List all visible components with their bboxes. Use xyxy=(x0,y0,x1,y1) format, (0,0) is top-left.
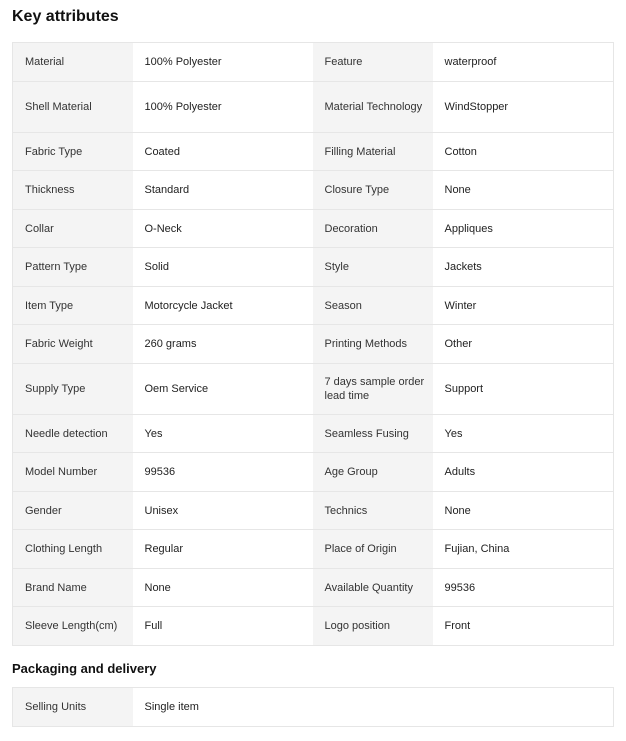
attribute-label: Season xyxy=(313,287,433,325)
attribute-value: Jackets xyxy=(433,248,614,287)
attribute-value: Coated xyxy=(133,133,313,171)
attribute-label: Shell Material xyxy=(13,82,133,133)
attribute-value: Cotton xyxy=(433,133,614,171)
attribute-label: Age Group xyxy=(313,453,433,492)
attribute-value: Front xyxy=(433,607,614,646)
attribute-label: Seamless Fusing xyxy=(313,415,433,453)
attribute-label: Selling Units xyxy=(13,688,133,727)
attribute-label: Model Number xyxy=(13,453,133,492)
attribute-value: Standard xyxy=(133,171,313,210)
key-attributes-title: Key attributes xyxy=(12,8,119,25)
attribute-value: Single item xyxy=(133,688,614,727)
attribute-value: Oem Service xyxy=(133,364,313,415)
attribute-label: Filling Material xyxy=(313,133,433,171)
attribute-row xyxy=(13,492,614,530)
attribute-value: Fujian, China xyxy=(433,530,614,569)
attribute-label: Fabric Weight xyxy=(13,325,133,364)
attribute-label: Brand Name xyxy=(13,569,133,607)
attribute-label: Supply Type xyxy=(13,364,133,415)
attribute-label: Clothing Length xyxy=(13,530,133,569)
attribute-value: Full xyxy=(133,607,313,646)
attribute-value: Unisex xyxy=(133,492,313,530)
attribute-row xyxy=(13,210,614,248)
attribute-value: Adults xyxy=(433,453,614,492)
attribute-value: Yes xyxy=(433,415,614,453)
attribute-label: Thickness xyxy=(13,171,133,210)
attribute-row xyxy=(13,530,614,569)
attribute-label: Closure Type xyxy=(313,171,433,210)
attribute-value: None xyxy=(133,569,313,607)
attribute-label: 7 days sample order lead time xyxy=(313,364,433,415)
attribute-value: 100% Polyester xyxy=(133,43,313,82)
attribute-value: Solid xyxy=(133,248,313,287)
attribute-row xyxy=(13,325,614,364)
attribute-label: Sleeve Length(cm) xyxy=(13,607,133,646)
attribute-value: None xyxy=(433,171,614,210)
attribute-value: Winter xyxy=(433,287,614,325)
attribute-value: 260 grams xyxy=(133,325,313,364)
attribute-value: 100% Polyester xyxy=(133,82,313,133)
attribute-value: Yes xyxy=(133,415,313,453)
key-attributes-table xyxy=(12,42,614,646)
attribute-value: Motorcycle Jacket xyxy=(133,287,313,325)
attribute-label: Printing Methods xyxy=(313,325,433,364)
attribute-label: Item Type xyxy=(13,287,133,325)
attribute-row xyxy=(13,364,614,415)
attribute-row xyxy=(13,248,614,287)
attribute-value: Appliques xyxy=(433,210,614,248)
attribute-label: Available Quantity xyxy=(313,569,433,607)
attribute-row xyxy=(13,82,614,133)
packaging-table xyxy=(12,687,614,727)
attribute-value: waterproof xyxy=(433,43,614,82)
attribute-value: O-Neck xyxy=(133,210,313,248)
attribute-value: Support xyxy=(433,364,614,415)
attribute-label: Place of Origin xyxy=(313,530,433,569)
attribute-label: Fabric Type xyxy=(13,133,133,171)
attribute-row xyxy=(13,171,614,210)
attribute-label: Pattern Type xyxy=(13,248,133,287)
attribute-row xyxy=(13,43,614,82)
attribute-label: Feature xyxy=(313,43,433,82)
attribute-row xyxy=(13,133,614,171)
attribute-row xyxy=(13,287,614,325)
attribute-row xyxy=(13,688,614,727)
attribute-value: None xyxy=(433,492,614,530)
attribute-value: Regular xyxy=(133,530,313,569)
attribute-label: Collar xyxy=(13,210,133,248)
attribute-row xyxy=(13,607,614,646)
attribute-row xyxy=(13,453,614,492)
packaging-delivery-title: Packaging and delivery xyxy=(12,661,157,676)
attribute-value: Other xyxy=(433,325,614,364)
attribute-label: Needle detection xyxy=(13,415,133,453)
attribute-label: Gender xyxy=(13,492,133,530)
attribute-label: Decoration xyxy=(313,210,433,248)
attribute-value: 99536 xyxy=(433,569,614,607)
attribute-row xyxy=(13,569,614,607)
attribute-label: Material xyxy=(13,43,133,82)
attribute-value: 99536 xyxy=(133,453,313,492)
attribute-value: WindStopper xyxy=(433,82,614,133)
attribute-label: Technics xyxy=(313,492,433,530)
attribute-label: Material Technology xyxy=(313,82,433,133)
attribute-row xyxy=(13,415,614,453)
attribute-label: Logo position xyxy=(313,607,433,646)
attribute-label: Style xyxy=(313,248,433,287)
